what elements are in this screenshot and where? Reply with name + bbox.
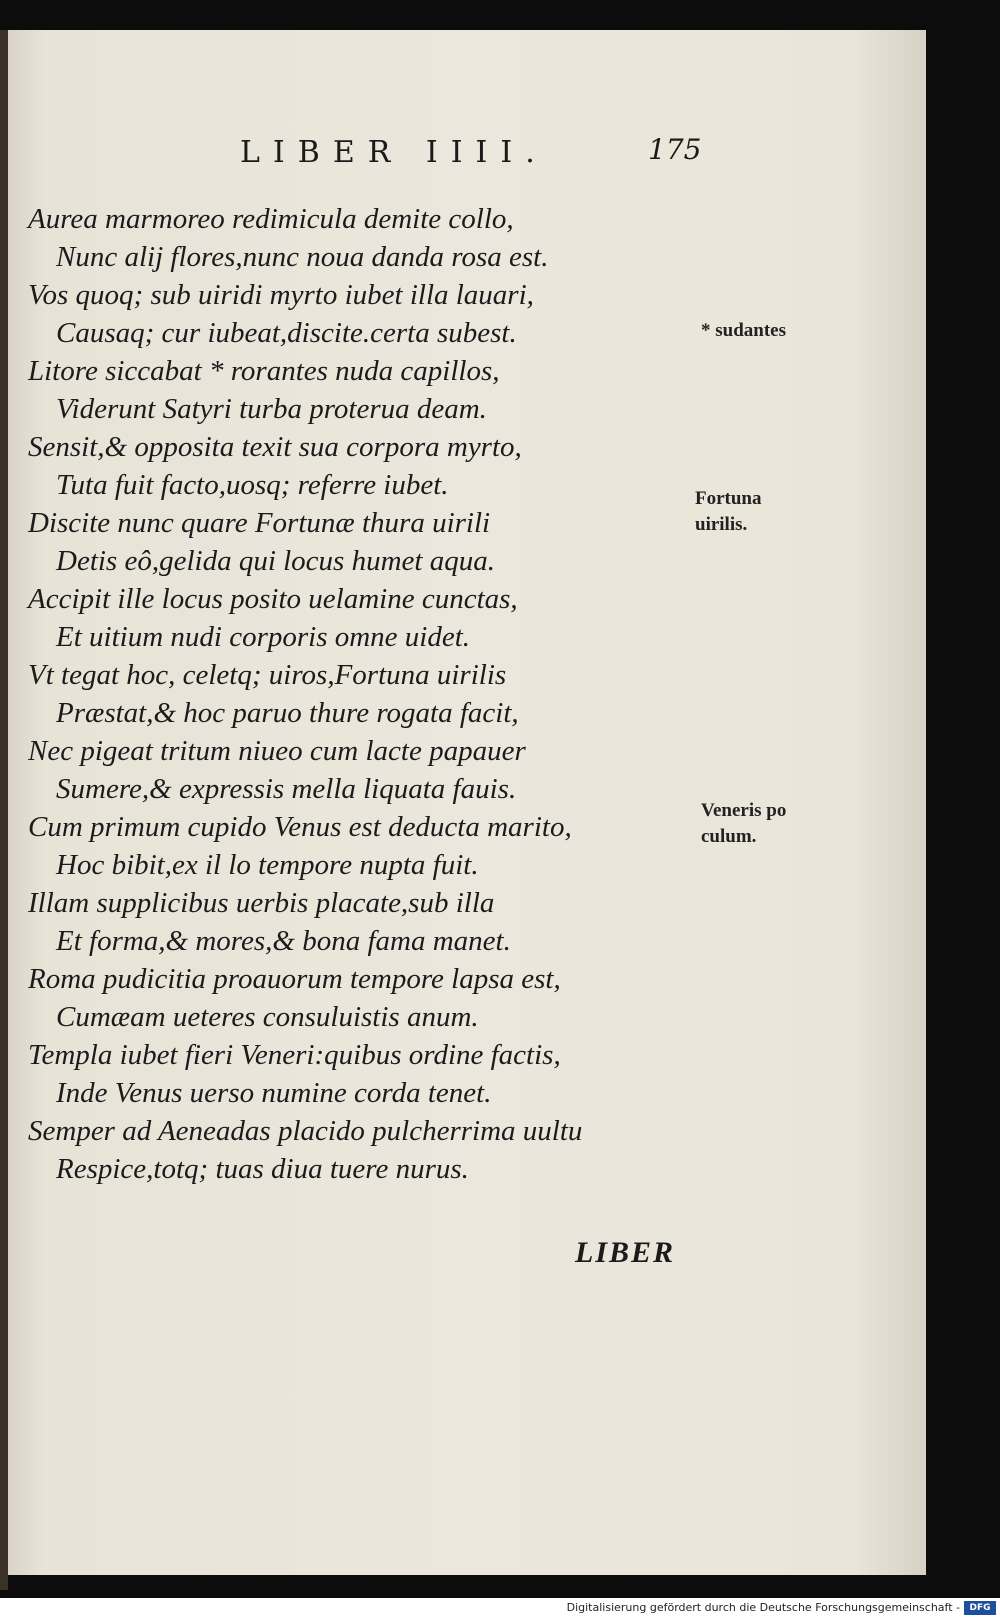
verse-line: Semper ad Aeneadas placido pulcherrima uultu bbox=[28, 1115, 583, 1147]
verse-line: Inde Venus uerso numine corda tenet. bbox=[56, 1077, 492, 1109]
verse-line: Sumere,& expressis mella liquata fauis. bbox=[56, 773, 517, 805]
marginal-note-line: culum. bbox=[701, 826, 757, 847]
verse-line: Nunc alij flores,nunc noua danda rosa est. bbox=[56, 241, 549, 273]
verse-line: Templa iubet fieri Veneri:quibus ordine factis, bbox=[28, 1039, 561, 1071]
verse-line: Discite nunc quare Fortunæ thura uirili bbox=[28, 507, 491, 539]
marginal-note-line: Veneris po bbox=[701, 800, 787, 821]
footer-credit: Digitalisierung gefördert durch die Deutsche Forschungsgemeinschaft - bbox=[566, 1601, 960, 1614]
verse-line: Præstat,& hoc paruo thure rogata facit, bbox=[56, 697, 519, 729]
verse-line: Respice,totq; tuas diua tuere nurus. bbox=[56, 1153, 469, 1185]
running-head: LIBER IIII. bbox=[240, 135, 548, 170]
verse-line: Vos quoq; sub uiridi myrto iubet illa lauari, bbox=[28, 279, 534, 311]
marginal-note-veneris-poculum bbox=[701, 798, 786, 850]
verse-line: Detis eô,gelida qui locus humet aqua. bbox=[56, 545, 495, 577]
catchword: LIBER bbox=[575, 1236, 676, 1269]
verse-line: Vt tegat hoc, celetq; uiros,Fortuna uirilis bbox=[28, 659, 507, 691]
marginal-note-fortuna-uirilis bbox=[695, 486, 762, 538]
verse-line: Sensit,& opposita texit sua corpora myrto, bbox=[28, 431, 522, 463]
verse-line: Cum primum cupido Venus est deducta marito, bbox=[28, 811, 572, 843]
marginal-note-line: Fortuna bbox=[695, 488, 762, 509]
verse-line: Aurea marmoreo redimicula demite collo, bbox=[28, 203, 514, 235]
marginal-note-line: * sudantes bbox=[701, 320, 786, 341]
verse-line: Litore siccabat * rorantes nuda capillos, bbox=[28, 355, 500, 387]
dfg-logo[interactable]: DFG bbox=[964, 1601, 996, 1615]
verse-line: Illam supplicibus uerbis placate,sub illa bbox=[28, 887, 495, 919]
book-page bbox=[8, 30, 926, 1575]
verse-line: Hoc bibit,ex il lo tempore nupta fuit. bbox=[56, 849, 479, 881]
verse-line: Et uitium nudi corporis omne uidet. bbox=[56, 621, 471, 653]
book-spine-edge bbox=[0, 30, 8, 1590]
verse-line: Cumæam ueteres consuluistis anum. bbox=[56, 1001, 479, 1033]
marginal-note-sudantes bbox=[701, 318, 786, 344]
verse-line: Accipit ille locus posito uelamine cunctas, bbox=[28, 583, 518, 615]
marginal-note-line: uirilis. bbox=[695, 514, 748, 535]
verse-line: Et forma,& mores,& bona fama manet. bbox=[56, 925, 511, 957]
verse-line: Tuta fuit facto,uosq; referre iubet. bbox=[56, 469, 449, 501]
verse-line: Viderunt Satyri turba proterua deam. bbox=[56, 393, 487, 425]
page-number: 175 bbox=[648, 133, 702, 166]
verse-line: Causaq; cur iubeat,discite.certa subest. bbox=[56, 317, 517, 349]
verse-line: Roma pudicitia proauorum tempore lapsa est, bbox=[28, 963, 561, 995]
verse-line: Nec pigeat tritum niueo cum lacte papauer bbox=[28, 735, 526, 767]
